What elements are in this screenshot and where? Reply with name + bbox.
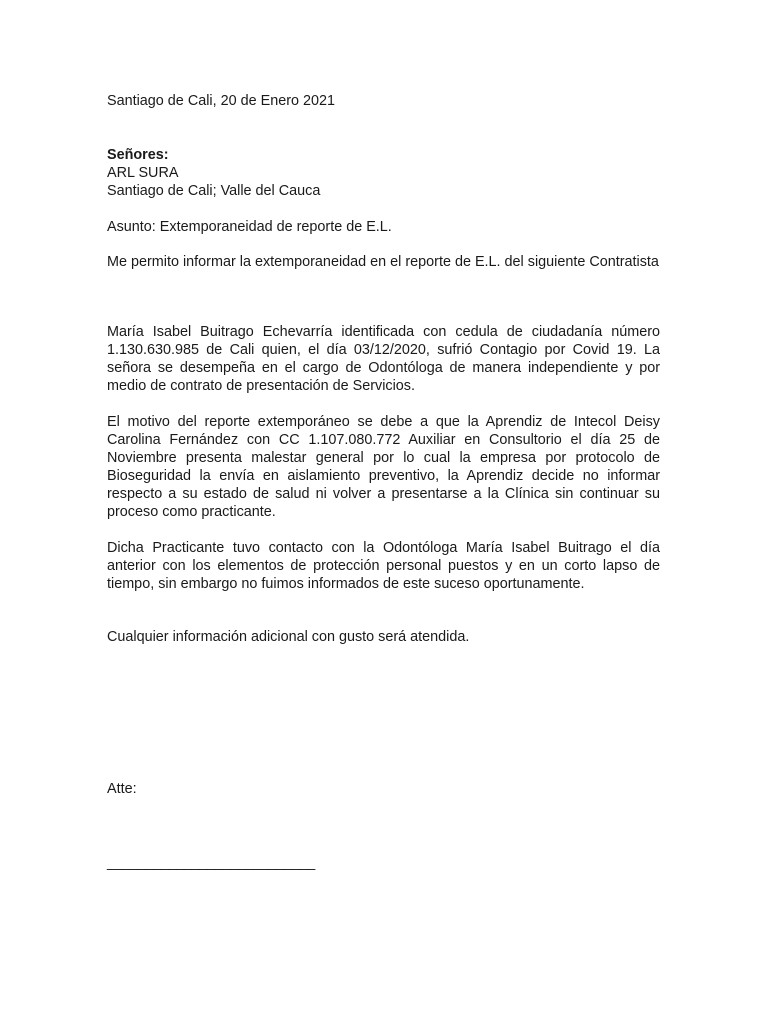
closing-paragraph: Cualquier información adicional con gusto será atendida. bbox=[107, 629, 470, 645]
body-paragraph-3: Dicha Practicante tuvo contacto con la Odontóloga María Isabel Buitrago el día anterior con los elementos de protección personal puestos y en un corto lapso de tiempo, sin embargo no fuimos informados de este suceso oportunamente. bbox=[107, 540, 660, 592]
date-line: Santiago de Cali, 20 de Enero 2021 bbox=[107, 93, 336, 109]
signature-line: ___________________________ bbox=[107, 855, 315, 871]
recipient-location: Santiago de Cali; Valle del Cauca bbox=[107, 183, 321, 199]
recipient-block bbox=[107, 146, 660, 200]
salutation: Señores: bbox=[107, 147, 169, 163]
subject-line: Asunto: Extemporaneidad de reporte de E.L. bbox=[107, 219, 392, 235]
intro-paragraph: Me permito informar la extemporaneidad en el reporte de E.L. del siguiente Contratista bbox=[107, 254, 659, 270]
recipient-company: ARL SURA bbox=[107, 165, 179, 181]
sign-off: Atte: bbox=[107, 781, 137, 797]
body-paragraph-2: El motivo del reporte extemporáneo se debe a que la Aprendiz de Intecol Deisy Carolina Fernández con CC 1.107.080.772 Auxiliar en Consultorio el día 25 de Noviembre presenta malestar general por lo cual la empresa por protocolo de Bioseguridad la envía en aislamiento preventivo, la Aprendiz decide no informar respecto a su estado de salud ni volver a presentarse a la Clínica sin continuar su proceso como practicante. bbox=[107, 414, 660, 520]
body-paragraph-1: María Isabel Buitrago Echevarría identificada con cedula de ciudadanía número 1.130.630.985 de Cali quien, el día 03/12/2020, sufrió Contagio por Covid 19. La señora se desempeña en el cargo de Odontóloga de manera independiente y por medio de contrato de presentación de Servicios. bbox=[107, 324, 660, 394]
